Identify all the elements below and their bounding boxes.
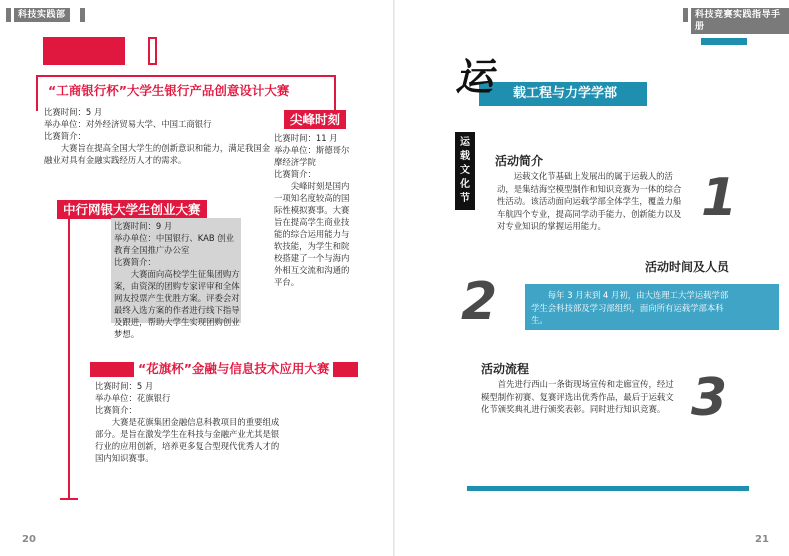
title-big-char: 运: [455, 55, 494, 99]
section2-paragraph: 每年 3 月末到 4 月初，由大连理工大学运载学部学生会科技部及学习部组织，面向所有运载学部本科生。: [531, 290, 729, 325]
page-title: 载工程与力学学部: [513, 86, 618, 101]
contest3-body: [114, 220, 240, 340]
decor-teal-bar: [701, 38, 747, 45]
section2-text: [531, 289, 731, 327]
decor-red-outline: [148, 37, 157, 65]
contest3-intro: 大赛面向高校学生征集团购方案，由资深的团购专家评审和全体网友投票产生优胜方案。评委会对最终入选方案的作者进行线下指导及跟进，帮助大学生实现团购创业梦想。: [114, 269, 240, 339]
contest4-body: [95, 380, 280, 464]
contest2-time: 比赛时间：11 月: [274, 133, 338, 143]
section2-title: 活动时间及人员: [645, 260, 730, 274]
decor-bottom-bar: [467, 486, 749, 491]
contest4-time: 比赛时间：5 月: [95, 381, 154, 391]
section3-title: 活动流程: [481, 362, 530, 376]
contest4-intro: 大赛是花旗集团金融信息科教项目的重要组成部分。是旨在激发学生在科技与金融产业尤其是银行业的应用创新，培养更多复合型现代优秀人才的国内知识赛事。: [95, 417, 280, 463]
section1-title: 活动简介: [495, 154, 544, 168]
right-page-number: 21: [755, 534, 769, 545]
contest1-time: 比赛时间：5 月: [44, 107, 103, 117]
vertical-label: 运载文化节: [460, 137, 470, 204]
contest3-title: 中行网银大学生创业大赛: [57, 200, 207, 219]
contest4-host: 举办单位：花旗银行: [95, 393, 171, 403]
section3-paragraph: 首先进行西山一条街现场宣传和走廊宣传，经过模型制作初赛、复赛评选出优秀作品，最后于运载文化节颁奖典礼进行颁奖表彰。同时进行知识竞赛。: [481, 379, 674, 414]
contest2-body: [274, 132, 354, 288]
contest3-host: 举办单位：中国银行、KAB 创业教育全国推广办公室: [114, 233, 234, 255]
right-page: [395, 0, 789, 556]
decor-red-line: [68, 210, 70, 500]
section1-paragraph: 运载文化节基础上发展出的属于运载人的活动，是集结海空模型制作和知识竞赛为一体的综合性活动。该活动面向运载学部全体学生，覆盖力船车航四个专业，提高同学动手能力、创新能力以及对专业知识的掌握运用能力。: [497, 171, 682, 231]
section1-text: [497, 170, 687, 233]
header-bar: [683, 8, 688, 22]
section3-text: [481, 378, 677, 416]
decor-red-block: [43, 37, 125, 65]
contest3-time: 比赛时间：9 月: [114, 221, 173, 231]
decor-red-line: [60, 498, 78, 500]
header-bar: [6, 8, 11, 22]
contest1-intro-label: 比赛简介：: [44, 131, 86, 141]
left-page: [0, 0, 394, 556]
contest3-intro-label: 比赛简介：: [114, 257, 156, 267]
contest2-intro-label: 比赛简介：: [274, 169, 316, 179]
contest1-intro: 大赛旨在提高全国大学生的创新意识和能力，满足我国金融业对具有金融实践经历人才的需求。: [44, 143, 271, 165]
contest4-intro-label: 比赛简介：: [95, 405, 137, 415]
section1-number: 1: [701, 168, 738, 228]
contest4-title: “花旗杯”金融与信息技术应用大赛: [134, 360, 333, 377]
contest1-host: 举办单位：对外经济贸易大学、中国工商银行: [44, 119, 212, 129]
contest1-title: “工商银行杯”大学生银行产品创意设计大赛: [44, 82, 293, 99]
left-page-number: 20: [22, 534, 36, 545]
contest2-intro: 尖峰时刻是国内一项知名度较高的国际性模拟赛事。大赛旨在提高学生商业技能的综合运用能力与软技能，为学生和院校搭建了一个与海内外相互交流和沟通的平台。: [274, 181, 350, 287]
contest2-host: 举办单位：斯德哥尔摩经济学院: [274, 145, 350, 167]
section3-number: 3: [691, 368, 728, 428]
section2-number: 2: [461, 272, 498, 332]
contest2-title: 尖峰时刻: [284, 110, 346, 129]
left-header-tag: 科技实践部: [14, 8, 70, 22]
contest1-body: [44, 106, 274, 166]
right-header-tag: 科技竞赛实践指导手册: [691, 8, 789, 34]
header-bar: [80, 8, 85, 22]
